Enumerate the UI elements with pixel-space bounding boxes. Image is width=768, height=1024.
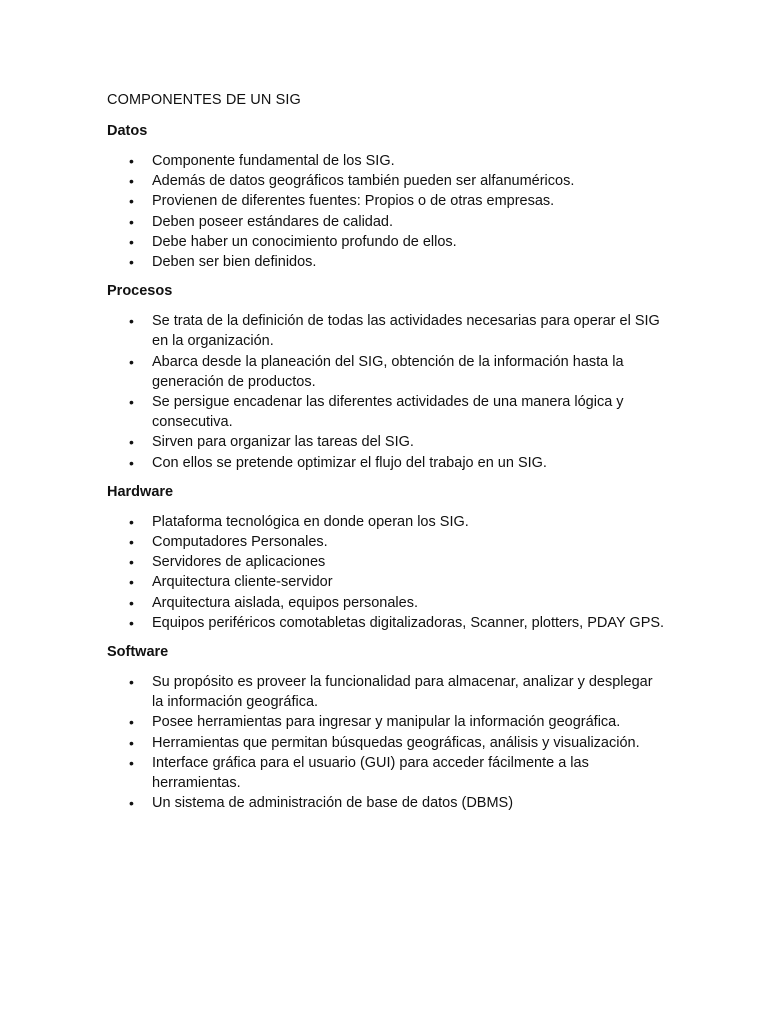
list-item (107, 672, 667, 712)
list-item-text: Equipos periféricos comotabletas digitalizadoras, Scanner, plotters, PDAY GPS. (152, 614, 665, 631)
bullet-icon: • (129, 454, 134, 471)
document-title: COMPONENTES DE UN SIG (107, 92, 301, 108)
bullet-icon: • (129, 394, 134, 411)
list-item (107, 171, 667, 191)
list-item-text: Interface gráfica para el usuario (GUI) para acceder fácilmente a las herramientas. (152, 754, 589, 792)
bullet-icon: • (129, 574, 134, 591)
bullet-icon: • (129, 734, 134, 751)
list-item (107, 613, 667, 633)
list-item (107, 793, 667, 813)
list-item (107, 753, 667, 793)
list-item-text: Abarca desde la planeación del SIG, obtención de la información hasta la generación de productos. (152, 353, 624, 390)
list-item (107, 453, 667, 473)
bullet-icon: • (129, 554, 134, 571)
list-item (107, 512, 667, 532)
list-item-text: Componente fundamental de los SIG. (152, 153, 395, 169)
list-item (107, 712, 667, 732)
bullet-icon: • (129, 173, 134, 190)
list-item-text: Computadores Personales. (152, 534, 328, 551)
list-item-text: Herramientas que permitan búsquedas geográficas, análisis y visualización. (152, 734, 640, 751)
list-item (107, 392, 667, 432)
list-item-text: Deben ser bien definidos. (152, 254, 317, 271)
list-item-text: Con ellos se pretende optimizar el flujo del trabajo en un SIG. (152, 454, 547, 471)
bullet-icon: • (129, 434, 134, 451)
list-item-text: Servidores de aplicaciones (152, 554, 326, 571)
list-item (107, 191, 667, 211)
list-item (107, 232, 667, 252)
section-heading: Procesos (107, 283, 173, 300)
bullet-icon: • (129, 213, 134, 230)
section-software (107, 642, 667, 813)
section-procesos (107, 281, 667, 473)
bullet-icon: • (129, 534, 134, 551)
list-item-text: Provienen de diferentes fuentes: Propios o de otras empresas. (152, 193, 555, 210)
list-item (107, 532, 667, 552)
bullet-list (107, 151, 667, 272)
list-item-text: Un sistema de administración de base de datos (DBMS) (152, 795, 514, 812)
list-item (107, 552, 667, 572)
bullet-icon: • (129, 233, 134, 250)
document-page (107, 90, 667, 822)
section-hardware (107, 482, 667, 633)
bullet-icon: • (129, 614, 134, 631)
section-heading: Software (107, 644, 169, 661)
bullet-icon: • (129, 714, 134, 731)
bullet-icon: • (129, 353, 134, 370)
list-item-text: Posee herramientas para ingresar y manipular la información geográfica. (152, 714, 621, 731)
list-item (107, 352, 667, 392)
bullet-icon: • (129, 254, 134, 271)
bullet-icon: • (129, 513, 134, 530)
list-item (107, 311, 667, 351)
bullet-icon: • (129, 193, 134, 210)
bullet-list (107, 311, 667, 473)
list-item-text: Sirven para organizar las tareas del SIG. (152, 434, 414, 451)
list-item (107, 593, 667, 613)
section-heading: Datos (107, 123, 148, 139)
list-item-text: Se persigue encadenar las diferentes actividades de una manera lógica y consecutiva. (152, 394, 624, 431)
list-item (107, 151, 667, 171)
list-item-text: Su propósito es proveer la funcionalidad para almacenar, analizar y desplegar la información geográfica. (152, 674, 653, 711)
list-item-text: Arquitectura aislada, equipos personales. (152, 594, 418, 611)
bullet-icon: • (129, 313, 134, 330)
bullet-list (107, 672, 667, 813)
bullet-icon: • (129, 795, 134, 812)
list-item (107, 572, 667, 592)
bullet-icon: • (129, 153, 134, 169)
list-item (107, 733, 667, 753)
list-item-text: Debe haber un conocimiento profundo de ellos. (152, 233, 457, 250)
list-item (107, 212, 667, 232)
list-item-text: Arquitectura cliente-servidor (152, 574, 333, 591)
list-item (107, 252, 667, 272)
list-item-text: Se trata de la definición de todas las actividades necesarias para operar el SIG en la organización. (152, 313, 660, 350)
bullet-icon: • (129, 674, 134, 691)
list-item (107, 432, 667, 452)
list-item-text: Plataforma tecnológica en donde operan los SIG. (152, 513, 469, 530)
bullet-list (107, 512, 667, 633)
list-item-text: Deben poseer estándares de calidad. (152, 213, 394, 230)
bullet-icon: • (129, 594, 134, 611)
section-datos (107, 121, 667, 272)
bullet-icon: • (129, 754, 134, 771)
list-item-text: Además de datos geográficos también pueden ser alfanuméricos. (152, 173, 575, 190)
section-heading: Hardware (107, 483, 174, 500)
